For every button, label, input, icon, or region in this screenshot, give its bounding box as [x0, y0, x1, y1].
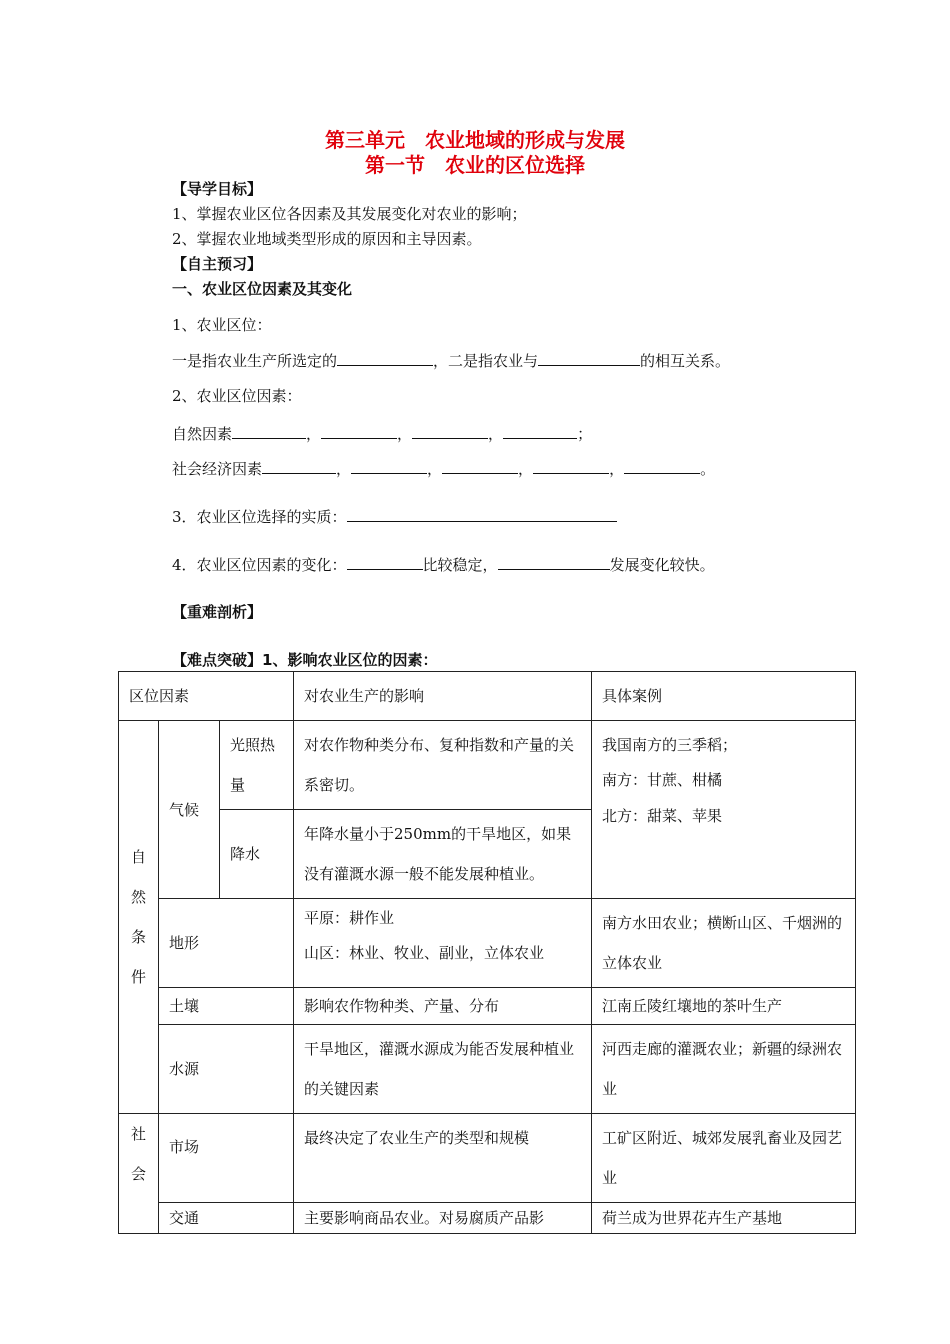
fill-blank[interactable]	[321, 422, 397, 439]
social-group-cell: 社 会	[119, 1114, 159, 1234]
factor-table	[118, 671, 856, 1234]
question-4-line: 4．农业区位因素的变化： 比较稳定， 发展变化较快。	[172, 553, 715, 575]
fill-blank[interactable]	[498, 553, 610, 570]
terrain-cell: 地形	[159, 899, 294, 988]
market-cell: 市场	[159, 1114, 294, 1203]
water-case: 河西走廊的灌溉农业；新疆的绿洲农业	[592, 1025, 856, 1114]
fill-blank[interactable]	[337, 349, 433, 366]
light-heat-cell: 光照热量	[220, 721, 294, 810]
fill-blank[interactable]	[347, 505, 617, 522]
transport-case: 荷兰成为世界花卉生产基地	[592, 1203, 856, 1234]
fill-blank[interactable]	[503, 422, 577, 439]
fill-blank[interactable]	[538, 349, 640, 366]
guide-heading: 【导学目标】	[172, 180, 263, 198]
natural-factors-line: 自然因素 ， ， ， ；	[172, 422, 592, 444]
fill-blank[interactable]	[624, 457, 700, 474]
transport-effect: 主要影响商品农业。对易腐质产品影	[294, 1203, 592, 1234]
light-heat-effect: 对农作物种类分布、复种指数和产量的关系密切。	[294, 721, 592, 810]
fill-blank[interactable]	[232, 422, 306, 439]
climate-cases: 我国南方的三季稻； 南方：甘蔗、柑橘 北方：甜菜、苹果	[592, 721, 856, 899]
fill-blank[interactable]	[262, 457, 336, 474]
table-row	[119, 721, 856, 810]
page-title: 第三单元 农业地域的形成与发展	[325, 128, 625, 152]
rainfall-effect: 年降水量小于250mm的干旱地区，如果没有灌溉水源一般不能发展种植业。	[294, 810, 592, 899]
soil-case: 江南丘陵红壤地的茶叶生产	[592, 988, 856, 1025]
fill-blank[interactable]	[347, 553, 423, 570]
guide-item: 2、掌握农业地域类型形成的原因和主导因素。	[172, 230, 482, 248]
page-subtitle: 第一节 农业的区位选择	[365, 153, 585, 177]
table-header: 具体案例	[592, 672, 856, 721]
market-effect: 最终决定了农业生产的类型和规模	[294, 1114, 592, 1203]
terrain-case: 南方水田农业；横断山区、千烟洲的立体农业	[592, 899, 856, 988]
question-1-line: 一是指农业生产所选定的 ，二是指农业与 的相互关系。	[172, 349, 730, 371]
question-2-label: 2、农业区位因素：	[172, 387, 302, 405]
table-row	[119, 899, 856, 988]
analysis-heading: 【重难剖析】	[172, 603, 263, 621]
fill-blank[interactable]	[442, 457, 518, 474]
table-header: 对农业生产的影响	[294, 672, 592, 721]
water-cell: 水源	[159, 1025, 294, 1114]
section-heading: 一、农业区位因素及其变化	[172, 280, 353, 298]
table-header-row	[119, 672, 856, 721]
table-row	[119, 1025, 856, 1114]
fill-blank[interactable]	[412, 422, 488, 439]
table-header: 区位因素	[119, 672, 294, 721]
market-case: 工矿区附近、城郊发展乳畜业及园艺业	[592, 1114, 856, 1203]
table-row	[119, 1203, 856, 1234]
question-1-label: 1、农业区位：	[172, 316, 272, 334]
natural-group-cell: 自 然 条 件	[119, 721, 159, 1114]
soil-cell: 土壤	[159, 988, 294, 1025]
climate-cell: 气候	[159, 721, 220, 899]
preview-heading: 【自主预习】	[172, 255, 263, 273]
water-effect: 干旱地区，灌溉水源成为能否发展种植业的关键因素	[294, 1025, 592, 1114]
fill-blank[interactable]	[533, 457, 609, 474]
question-3-line: 3．农业区位选择的实质：	[172, 505, 617, 527]
terrain-effect: 平原：耕作业 山区：林业、牧业、副业，立体农业	[294, 899, 592, 988]
table-row	[119, 1114, 856, 1203]
transport-cell: 交通	[159, 1203, 294, 1234]
social-factors-line: 社会经济因素 ， ， ， ， 。	[172, 457, 715, 479]
guide-item: 1、掌握农业区位各因素及其发展变化对农业的影响；	[172, 205, 527, 223]
table-row	[119, 988, 856, 1025]
rainfall-cell: 降水	[220, 810, 294, 899]
breakthrough-heading: 【难点突破】1、影响农业区位的因素：	[172, 651, 438, 669]
soil-effect: 影响农作物种类、产量、分布	[294, 988, 592, 1025]
fill-blank[interactable]	[351, 457, 427, 474]
